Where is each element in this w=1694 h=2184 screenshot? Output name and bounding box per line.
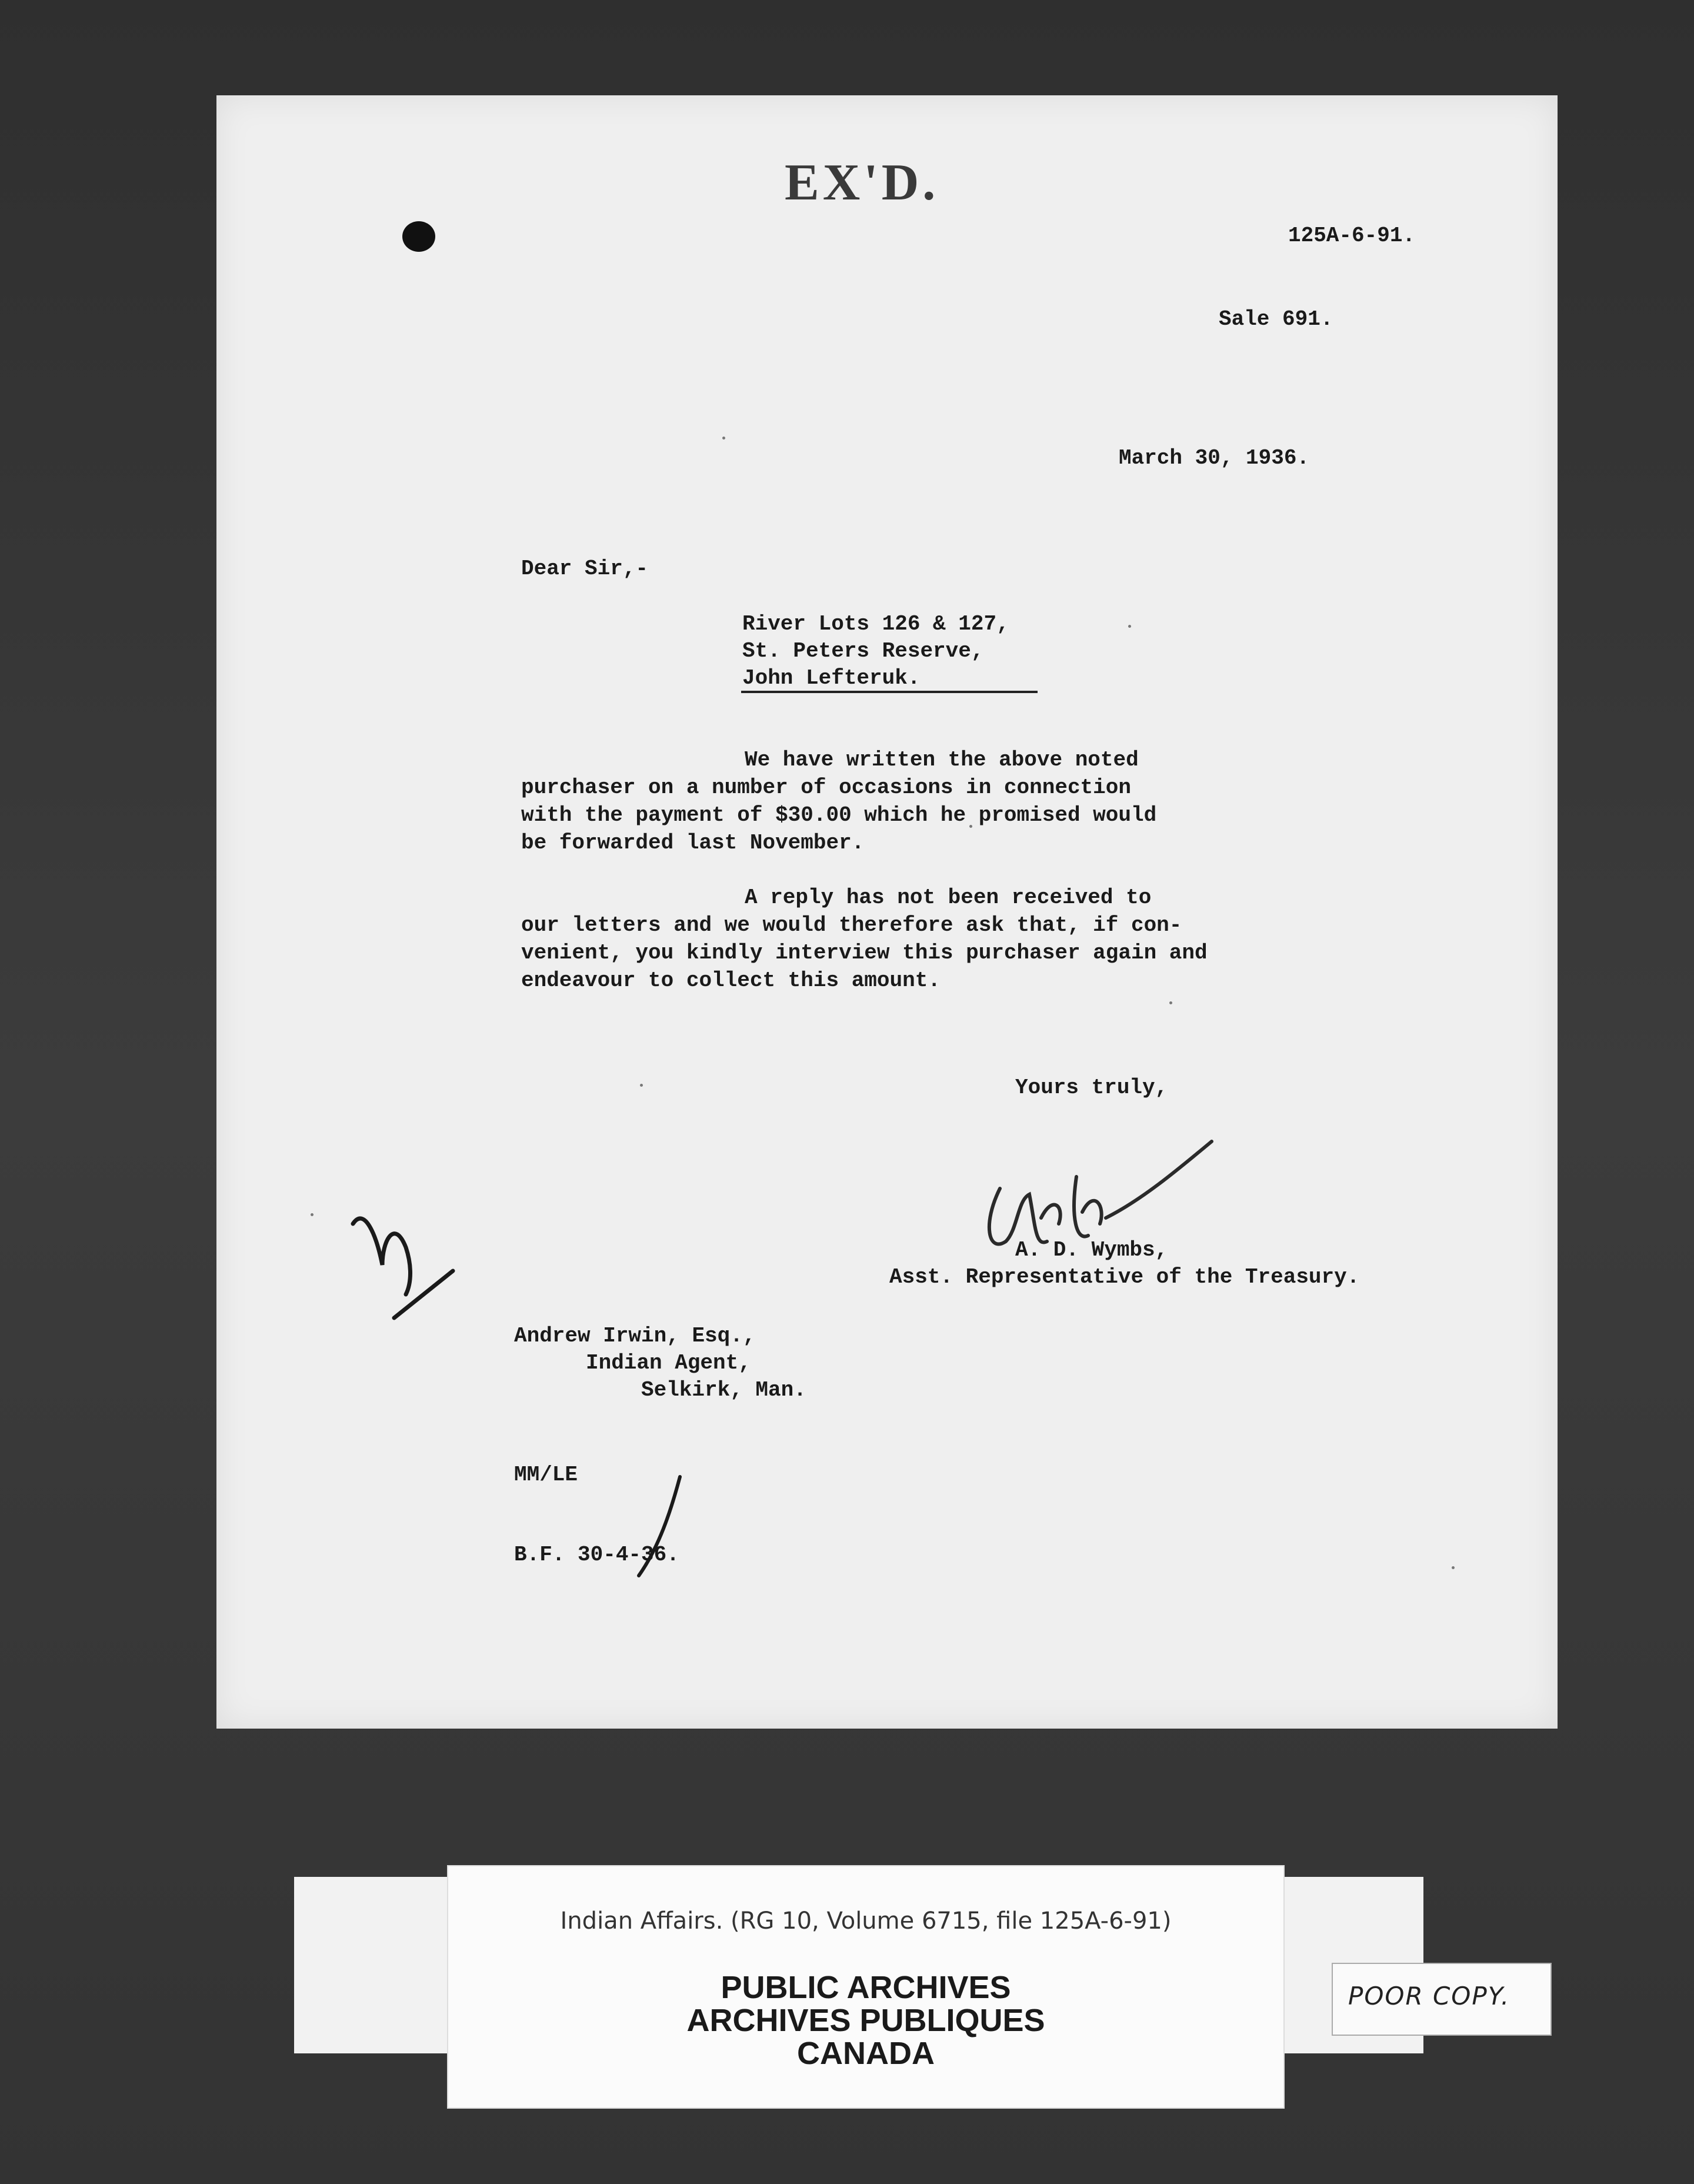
paragraph-1-line-3: with the payment of $30.00 which he promised would — [521, 803, 1157, 827]
paragraph-1-line-1: We have written the above noted — [745, 748, 1139, 772]
archive-reference: Indian Affairs. (RG 10, Volume 6715, file 125A-6-91) — [560, 1907, 1172, 1935]
paragraph-2-line-2: our letters and we would therefore ask that, if con- — [521, 913, 1182, 937]
poor-copy-text: POOR COPY. — [1348, 1982, 1510, 2010]
paragraph-1-line-4: be forwarded last November. — [521, 831, 865, 855]
signature-scribble — [965, 1106, 1235, 1259]
archive-org-line-1: PUBLIC ARCHIVES — [721, 1970, 1011, 2005]
bring-forward-date: B.F. 30-4-36. — [514, 1543, 679, 1567]
file-number: 125A-6-91. — [1288, 224, 1416, 248]
poor-copy-note — [1332, 1963, 1552, 2036]
addressee-line-3: Selkirk, Man. — [641, 1378, 806, 1402]
speck — [722, 437, 725, 440]
paragraph-1-line-2: purchaser on a number of occasions in connection — [521, 775, 1131, 800]
speck — [640, 1084, 643, 1087]
subject-underline — [741, 691, 1038, 693]
speck — [311, 1213, 314, 1216]
speck — [1169, 1001, 1172, 1004]
paragraph-2-line-3: venient, you kindly interview this purchaser again and — [521, 941, 1208, 965]
paragraph-2-line-4: endeavour to collect this amount. — [521, 968, 941, 993]
archive-org-line-3: CANADA — [797, 2036, 935, 2071]
subject-line-1: River Lots 126 & 127, — [742, 612, 1009, 636]
sale-number: Sale 691. — [1219, 307, 1333, 331]
margin-check-mark — [341, 1200, 471, 1330]
signer-name: A. D. Wymbs, — [1015, 1238, 1168, 1262]
addressee-line-2: Indian Agent, — [586, 1351, 751, 1375]
addressee-line-1: Andrew Irwin, Esq., — [514, 1324, 756, 1348]
speck — [1452, 1566, 1455, 1569]
salutation: Dear Sir,- — [521, 557, 649, 581]
letter-date: March 30, 1936. — [1119, 446, 1310, 470]
archive-label — [447, 1865, 1285, 2109]
subject-line-3: John Lefteruk. — [742, 666, 921, 690]
speck — [1128, 625, 1131, 628]
closing: Yours truly, — [1015, 1076, 1168, 1100]
exd-stamp: EX'D. — [785, 154, 939, 211]
signer-title: Asst. Representative of the Treasury. — [889, 1265, 1360, 1289]
pencil-slash — [623, 1471, 694, 1583]
typist-initials: MM/LE — [514, 1463, 578, 1487]
paragraph-2-line-1: A reply has not been received to — [745, 885, 1152, 910]
subject-line-2: St. Peters Reserve, — [742, 639, 984, 663]
archive-org-line-2: ARCHIVES PUBLIQUES — [686, 2003, 1045, 2038]
ink-blot — [402, 221, 435, 252]
